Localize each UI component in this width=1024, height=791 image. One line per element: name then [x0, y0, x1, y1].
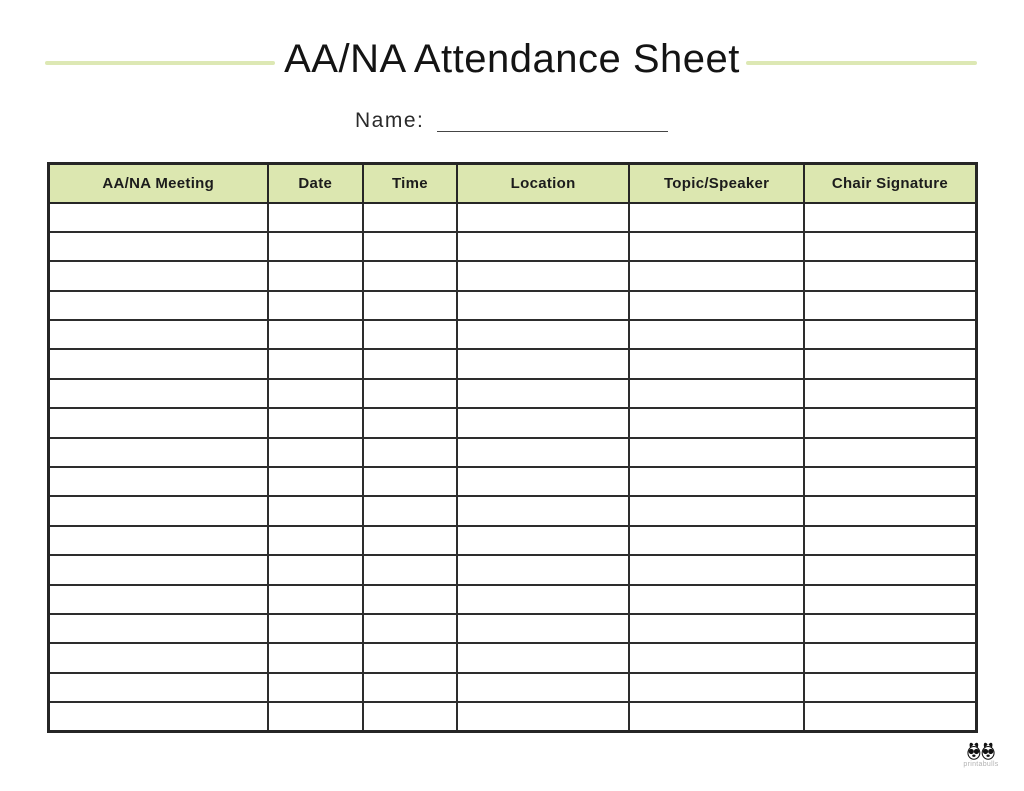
empty-cell [49, 496, 268, 525]
title-rule-right-decoration [746, 61, 977, 65]
column-header-time: Time [363, 164, 457, 203]
empty-cell [49, 614, 268, 643]
empty-cell [268, 526, 364, 555]
name-blank-line [437, 131, 668, 132]
table-header-row [49, 164, 977, 203]
empty-cell [363, 349, 457, 378]
empty-cell [804, 408, 977, 437]
empty-cell [363, 585, 457, 614]
empty-cell [49, 555, 268, 584]
empty-cell [268, 555, 364, 584]
empty-cell [457, 291, 630, 320]
empty-cell [629, 438, 803, 467]
empty-cell [804, 349, 977, 378]
table-row [49, 555, 977, 584]
table-row [49, 203, 977, 232]
empty-cell [629, 526, 803, 555]
empty-cell [457, 496, 630, 525]
empty-cell [457, 673, 630, 702]
empty-cell [363, 379, 457, 408]
empty-cell [49, 702, 268, 731]
empty-cell [457, 702, 630, 731]
empty-cell [268, 203, 364, 232]
empty-cell [363, 614, 457, 643]
empty-cell [49, 526, 268, 555]
empty-cell [629, 585, 803, 614]
empty-cell [49, 643, 268, 672]
empty-cell [268, 673, 364, 702]
empty-cell [363, 232, 457, 261]
empty-cell [363, 496, 457, 525]
table-row [49, 232, 977, 261]
table-row [49, 379, 977, 408]
table-row [49, 349, 977, 378]
empty-cell [804, 261, 977, 290]
empty-cell [268, 408, 364, 437]
empty-cell [629, 320, 803, 349]
empty-cell [268, 261, 364, 290]
empty-cell [804, 379, 977, 408]
table-row [49, 320, 977, 349]
empty-cell [457, 261, 630, 290]
table-row [49, 261, 977, 290]
empty-cell [268, 643, 364, 672]
empty-cell [457, 555, 630, 584]
empty-cell [629, 232, 803, 261]
table-row [49, 438, 977, 467]
empty-cell [804, 673, 977, 702]
table-row [49, 291, 977, 320]
empty-cell [804, 702, 977, 731]
empty-cell [363, 643, 457, 672]
table-row [49, 614, 977, 643]
empty-cell [457, 320, 630, 349]
empty-cell [629, 496, 803, 525]
empty-cell [363, 320, 457, 349]
empty-cell [49, 232, 268, 261]
empty-cell [268, 467, 364, 496]
empty-cell [363, 555, 457, 584]
empty-cell [629, 673, 803, 702]
empty-cell [457, 526, 630, 555]
empty-cell [457, 438, 630, 467]
empty-cell [457, 467, 630, 496]
empty-cell [49, 438, 268, 467]
empty-cell [268, 585, 364, 614]
empty-cell [629, 643, 803, 672]
table-row [49, 496, 977, 525]
empty-cell [49, 408, 268, 437]
attendance-table [47, 162, 978, 733]
table-row [49, 585, 977, 614]
empty-cell [363, 438, 457, 467]
empty-cell [804, 203, 977, 232]
name-label: Name: [355, 109, 425, 132]
empty-cell [49, 585, 268, 614]
empty-cell [268, 320, 364, 349]
empty-cell [457, 408, 630, 437]
table-row [49, 702, 977, 731]
empty-cell [268, 614, 364, 643]
empty-cell [268, 438, 364, 467]
page-title: AA/NA Attendance Sheet [284, 37, 740, 81]
empty-cell [268, 349, 364, 378]
empty-cell [804, 526, 977, 555]
empty-cell [268, 291, 364, 320]
column-header-date: Date [268, 164, 364, 203]
empty-cell [629, 203, 803, 232]
table-row [49, 408, 977, 437]
empty-cell [804, 320, 977, 349]
empty-cell [629, 614, 803, 643]
empty-cell [363, 408, 457, 437]
empty-cell [49, 261, 268, 290]
empty-cell [457, 203, 630, 232]
empty-cell [363, 261, 457, 290]
attendance-table-body [49, 203, 977, 732]
table-row [49, 643, 977, 672]
empty-cell [629, 261, 803, 290]
empty-cell [804, 496, 977, 525]
empty-cell [49, 673, 268, 702]
logo-text: printabulls [963, 761, 999, 768]
empty-cell [804, 438, 977, 467]
empty-cell [457, 643, 630, 672]
empty-cell [457, 379, 630, 408]
empty-cell [363, 291, 457, 320]
bulldogs-icon [967, 741, 995, 760]
empty-cell [363, 673, 457, 702]
empty-cell [629, 379, 803, 408]
empty-cell [268, 702, 364, 731]
empty-cell [629, 349, 803, 378]
table-row [49, 673, 977, 702]
empty-cell [804, 643, 977, 672]
empty-cell [363, 702, 457, 731]
empty-cell [268, 379, 364, 408]
column-header-topic-speaker: Topic/Speaker [629, 164, 803, 203]
empty-cell [363, 526, 457, 555]
printabulls-logo [957, 741, 1005, 768]
empty-cell [49, 467, 268, 496]
empty-cell [49, 320, 268, 349]
column-header-location: Location [457, 164, 630, 203]
empty-cell [629, 467, 803, 496]
empty-cell [457, 232, 630, 261]
empty-cell [629, 291, 803, 320]
empty-cell [629, 702, 803, 731]
empty-cell [457, 585, 630, 614]
empty-cell [49, 291, 268, 320]
empty-cell [363, 467, 457, 496]
empty-cell [49, 379, 268, 408]
empty-cell [629, 555, 803, 584]
empty-cell [457, 349, 630, 378]
empty-cell [804, 614, 977, 643]
empty-cell [363, 203, 457, 232]
table-row [49, 526, 977, 555]
empty-cell [49, 349, 268, 378]
empty-cell [268, 232, 364, 261]
empty-cell [629, 408, 803, 437]
empty-cell [804, 555, 977, 584]
empty-cell [49, 203, 268, 232]
empty-cell [457, 614, 630, 643]
table-row [49, 467, 977, 496]
empty-cell [804, 232, 977, 261]
empty-cell [268, 496, 364, 525]
column-header-meeting: AA/NA Meeting [49, 164, 268, 203]
empty-cell [804, 467, 977, 496]
column-header-chair-signature: Chair Signature [804, 164, 977, 203]
empty-cell [804, 291, 977, 320]
empty-cell [804, 585, 977, 614]
